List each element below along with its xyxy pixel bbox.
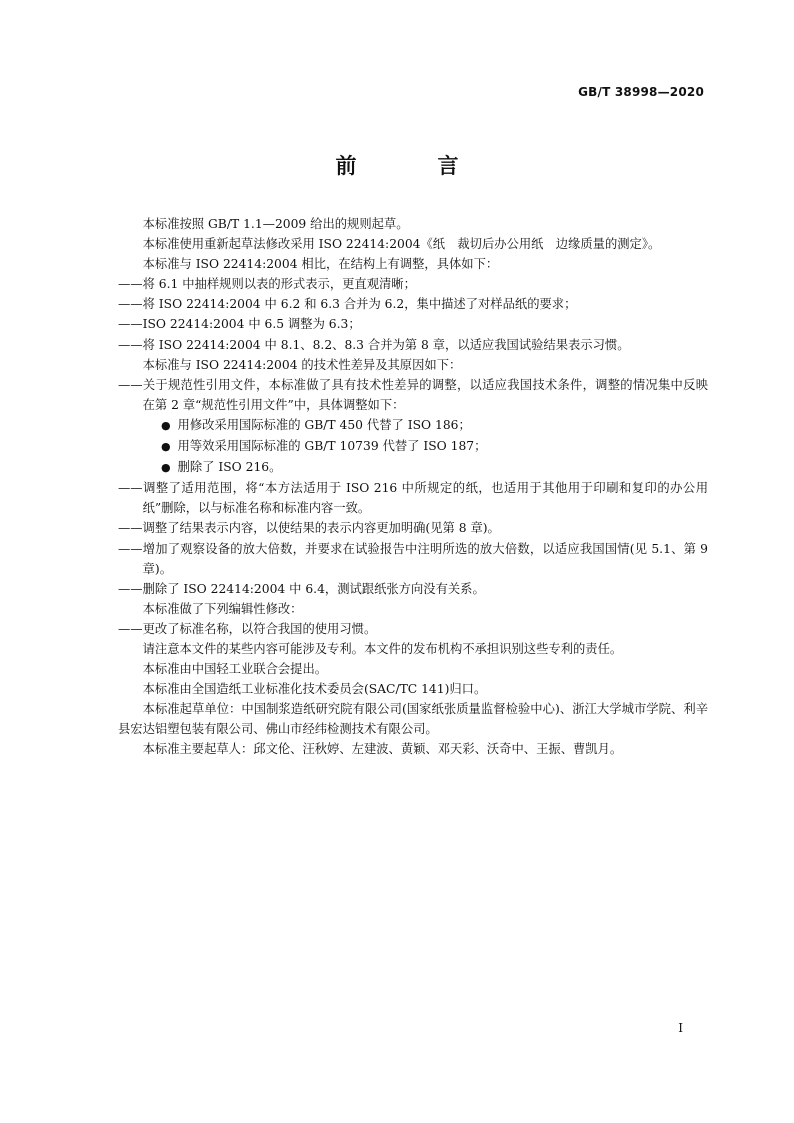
structure-change-item: ——将 6.1 中抽样规则以表的形式表示，更直观清晰；	[118, 274, 708, 294]
bullet-item: ● 删除了 ISO 216。	[143, 457, 745, 478]
paragraph-drafters: 本标准主要起草人：邱文伦、汪秋婷、左建波、黄颖、邓天彩、沃奇中、王振、曹凯月。	[142, 742, 623, 757]
dash-marker: ——	[118, 621, 143, 636]
bullet-item: ● 用等效采用国际标准的 GB/T 10739 代替了 ISO 187；	[143, 436, 745, 457]
dash-marker: ——	[118, 317, 143, 332]
editorial-change-item: ——更改了标准名称，以符合我国的使用习惯。	[118, 619, 708, 639]
tech-diff-item: ——删除了 ISO 22414:2004 中 6.4，测试跟纸张方向没有关系。	[118, 579, 708, 599]
bullet-item: ● 用修改采用国际标准的 GB/T 450 代替了 ISO 186；	[143, 415, 745, 436]
paragraph-committee: 本标准由全国造纸工业标准化技术委员会(SAC/TC 141)归口。	[142, 682, 487, 697]
paragraph-editorial-intro: 本标准做了下列编辑性修改：	[142, 601, 303, 616]
dash-marker: ——	[118, 541, 143, 556]
dash-marker: ——	[118, 297, 143, 312]
paragraph-structure-intro: 本标准与 ISO 22414:2004 相比，在结构上有调整，具体如下：	[142, 257, 499, 272]
structure-change-item: ——ISO 22414:2004 中 6.5 调整为 6.3；	[118, 314, 708, 334]
page-number: I	[678, 1021, 683, 1035]
structure-change-item: ——将 ISO 22414:2004 中 6.2 和 6.3 合并为 6.2，集中描述了对样品纸的要求；	[118, 294, 708, 314]
dash-marker: ——	[118, 481, 143, 496]
bullet-marker: ●	[161, 418, 171, 432]
dash-marker: ——	[118, 377, 143, 392]
paragraph-drafting-rules: 本标准按照 GB/T 1.1—2009 给出的规则起草。	[142, 217, 409, 231]
paragraph-adoption-method: 本标准使用重新起草法修改采用 ISO 22414:2004《纸 裁切后办公用纸 边缘质量的测定》。	[142, 237, 661, 252]
tech-diff-item: ——调整了结果表示内容，以使结果的表示内容更加明确(见第 8 章)。	[118, 518, 708, 538]
paragraph-proposed-by: 本标准由中国轻工业联合会提出。	[142, 662, 328, 677]
paragraph-patent-notice: 请注意本文件的某些内容可能涉及专利。本文件的发布机构不承担识别这些专利的责任。	[142, 641, 623, 656]
paragraph-drafting-units: 本标准起草单位：中国制浆造纸研究院有限公司(国家纸张质量监督检验中心)、浙江大学城市学院、利辛县宏达铝塑包装有限公司、佛山市经纬检测技术有限公司。	[118, 702, 708, 737]
tech-diff-item: ——关于规范性引用文件，本标准做了具有技术性差异的调整，以适应我国技术条件，调整的情况集中反映在第 2 章“规范性引用文件”中，具体调整如下：	[118, 375, 708, 415]
tech-diff-item: ——增加了观察设备的放大倍数，并要求在试验报告中注明所选的放大倍数，以适应我国国情(见 5.1、第 9 章)。	[118, 539, 708, 579]
dash-marker: ——	[118, 277, 143, 292]
dash-marker: ——	[118, 581, 143, 596]
tech-diff-item: ——调整了适用范围，将“本方法适用于 ISO 216 中所规定的纸，也适用于其他用于印刷和复印的办公用纸”删除，以与标准名称和标准内容一致。	[118, 478, 708, 518]
bullet-marker: ●	[161, 440, 171, 454]
page-title: 前 言	[335, 154, 489, 178]
dash-marker: ——	[118, 337, 143, 352]
bullet-marker: ●	[161, 461, 171, 475]
structure-change-item: ——将 ISO 22414:2004 中 8.1、8.2、8.3 合并为第 8 章，以适应我国试验结果表示习惯。	[118, 335, 708, 355]
dash-marker: ——	[118, 521, 143, 536]
paragraph-tech-diff-intro: 本标准与 ISO 22414:2004 的技术性差异及其原因如下：	[142, 357, 462, 372]
standard-code: GB/T 38998—2020	[578, 85, 704, 99]
foreword-body	[118, 214, 708, 760]
